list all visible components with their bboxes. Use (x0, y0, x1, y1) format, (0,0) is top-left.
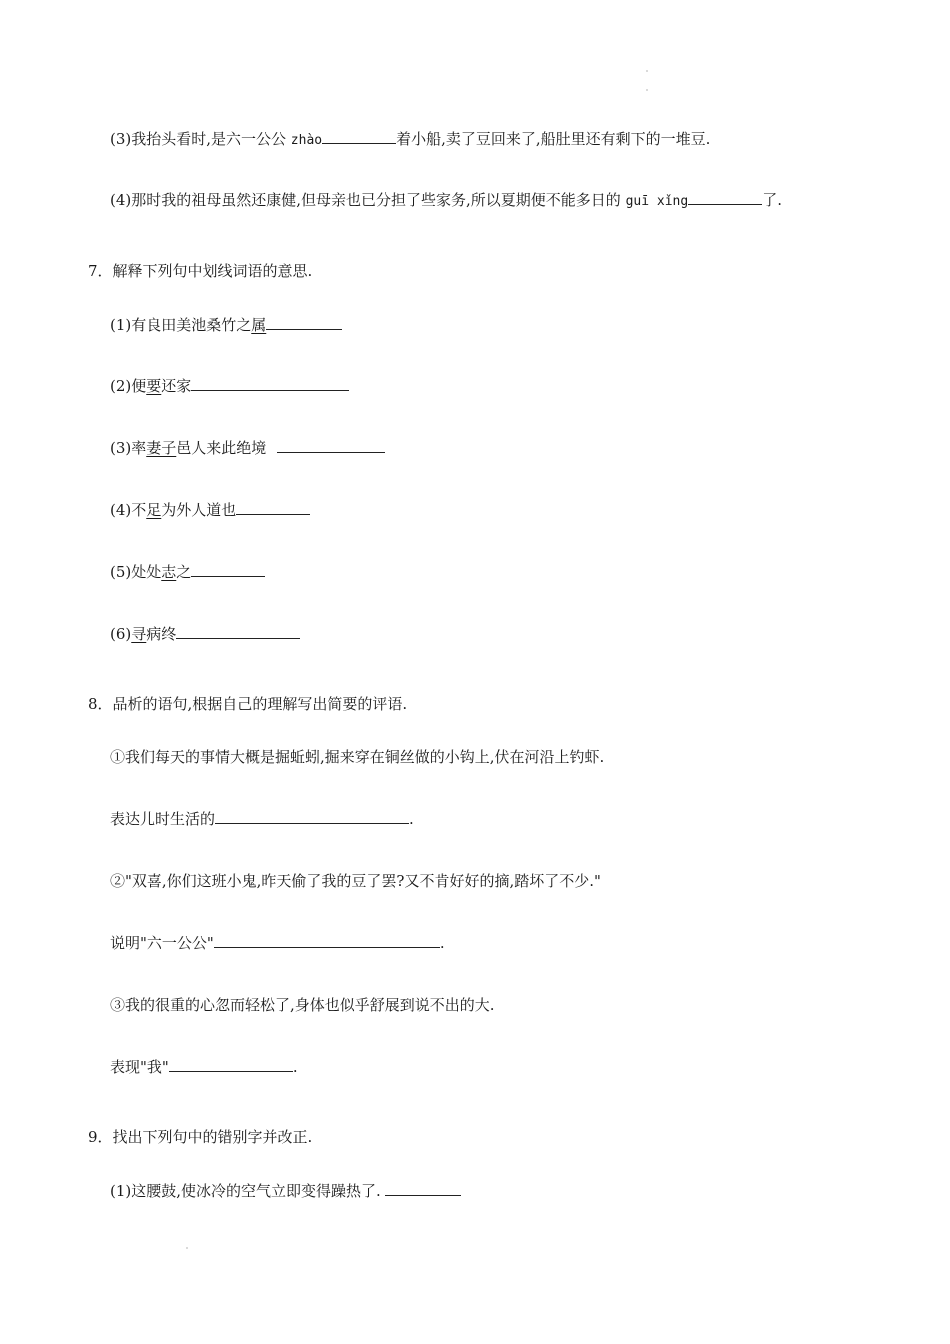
answer-blank[interactable] (236, 500, 310, 515)
q7-item-5: (5)处处志之 (110, 562, 265, 582)
q7-item-6: (6)寻病终 (110, 624, 300, 644)
answer-blank[interactable] (169, 1057, 293, 1072)
answer-blank[interactable] (322, 129, 396, 144)
answer-blank[interactable] (191, 562, 265, 577)
answer-blank[interactable] (215, 809, 409, 824)
q6-item-3: (3)我抬头看时,是六一公公 zhào 着小船,卖了豆回来了,船肚里还有剩下的一堆豆. (110, 130, 711, 148)
scan-speck (186, 1247, 188, 1249)
q8-sentence-1: ①我们每天的事情大概是掘蚯蚓,掘来穿在铜丝做的小钩上,伏在河沿上钓虾. (110, 748, 605, 766)
underlined-word: 要 (146, 377, 162, 395)
underlined-word: 足 (146, 501, 162, 519)
answer-blank[interactable] (214, 933, 440, 948)
scan-speck (646, 70, 648, 72)
underlined-word: 属 (251, 316, 267, 334)
q7-item-2: (2)便要还家 (110, 376, 349, 396)
q8-answer-3: 表现"我" . (110, 1058, 298, 1076)
q9-title: 9．找出下列句中的错别字并改正. (88, 1128, 313, 1146)
scan-speck (646, 89, 648, 91)
answer-blank[interactable] (385, 1181, 461, 1196)
q9-item-1: (1)这腰鼓,使冰冷的空气立即变得躁热了. (110, 1181, 461, 1201)
answer-blank[interactable] (266, 315, 342, 330)
underlined-word: 寻 (131, 625, 147, 643)
q7-title: 7．解释下列句中划线词语的意思. (88, 262, 313, 280)
answer-blank[interactable] (191, 376, 349, 391)
q7-item-1: (1)有良田美池桑竹之属 (110, 315, 342, 335)
q7-item-3: (3)率妻子邑人来此绝境 (110, 438, 385, 458)
q8-answer-2: 说明"六一公公" . (110, 934, 445, 952)
q8-sentence-3: ③我的很重的心忽而轻松了,身体也似乎舒展到说不出的大. (110, 996, 495, 1014)
pinyin-zhao: zhào (290, 133, 323, 148)
q8-answer-1: 表达儿时生活的 . (110, 810, 414, 828)
q6-item-4: (4)那时我的祖母虽然还康健,但母亲也已分担了些家务,所以夏期便不能多日的 guī xǐng 了. (110, 191, 782, 209)
q7-item-4: (4)不足为外人道也 (110, 500, 310, 520)
underlined-word: 志 (161, 563, 177, 581)
q8-sentence-2: ②"双喜,你们这班小鬼,昨天偷了我的豆了罢?又不肯好好的摘,踏坏了不少." (110, 872, 601, 890)
answer-blank[interactable] (277, 438, 385, 453)
q8-title: 8．品析的语句,根据自己的理解写出简要的评语. (88, 695, 408, 713)
pinyin-guixing: guī xǐng (625, 194, 689, 209)
underlined-word: 妻子 (146, 439, 177, 457)
answer-blank[interactable] (688, 190, 762, 205)
answer-blank[interactable] (176, 624, 300, 639)
